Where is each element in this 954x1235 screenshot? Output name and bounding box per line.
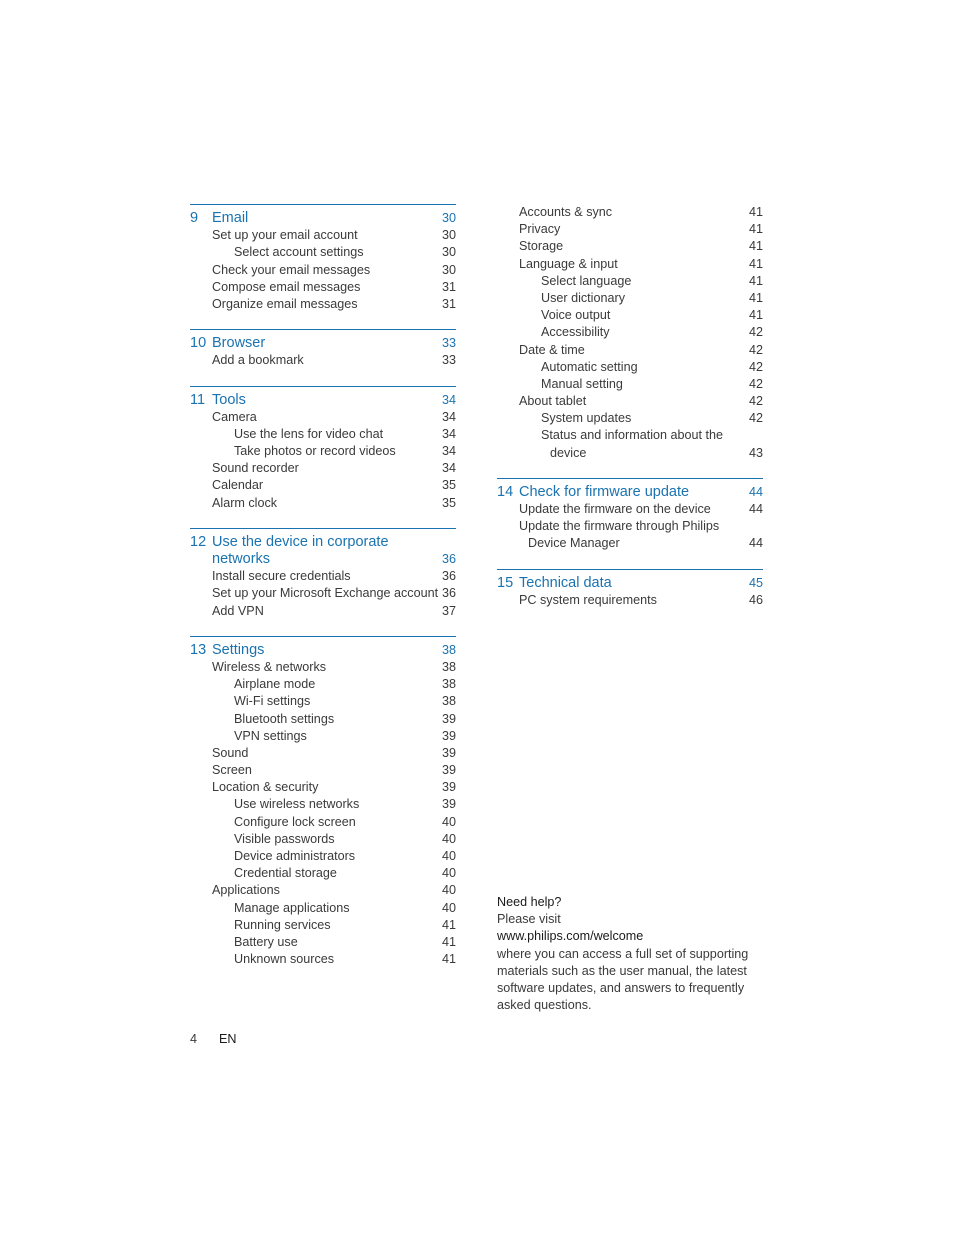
toc-entry-label: Check your email messages — [212, 262, 371, 277]
toc-entry-set-up-your-email-account[interactable] — [190, 227, 456, 244]
toc-entry-label: User dictionary — [541, 290, 625, 305]
toc-entry-label: Privacy — [519, 222, 561, 237]
toc-entry-device-manager[interactable] — [497, 535, 763, 552]
toc-entry-label: device — [550, 445, 587, 460]
toc-entry-label: Set up your email account — [212, 228, 358, 243]
toc-entry-use-wireless-networks[interactable] — [190, 796, 456, 813]
toc-entry-page: 38 — [441, 677, 456, 692]
toc-chapter-10 — [190, 329, 456, 369]
chapter-number: 11 — [190, 391, 206, 408]
toc-entry-applications[interactable] — [190, 882, 456, 899]
toc-entry-label: Applications — [212, 883, 280, 898]
toc-entry-system-updates[interactable] — [497, 410, 763, 427]
toc-entry-page: 42 — [748, 394, 763, 409]
toc-entry-label: Add a bookmark — [212, 353, 304, 368]
chapter-divider — [190, 329, 456, 330]
toc-entry-set-up-your-microsoft-exchange-account[interactable] — [190, 585, 456, 602]
toc-entry-voice-output[interactable] — [497, 307, 763, 324]
toc-entry-location-and-security[interactable] — [190, 779, 456, 796]
chapter-page: 36 — [441, 552, 456, 566]
toc-entry-page: 30 — [441, 262, 456, 277]
toc-entry-page: 46 — [748, 592, 763, 607]
chapter-title: Technical data — [519, 574, 612, 591]
toc-entry-label: Bluetooth settings — [234, 711, 335, 726]
toc-entry-camera[interactable] — [190, 409, 456, 426]
toc-entry-label: Device Manager — [528, 536, 620, 551]
toc-entry-label: Manual setting — [541, 376, 623, 391]
toc-entry-label: Accounts & sync — [519, 205, 613, 219]
toc-entry-label: Device administrators — [234, 849, 356, 864]
toc-entry-label: PC system requirements — [519, 592, 657, 607]
toc-entry-label: About tablet — [519, 394, 587, 409]
toc-chapter-11 — [190, 386, 456, 512]
toc-entry-page: 40 — [441, 814, 456, 829]
toc-entry-configure-lock-screen[interactable] — [190, 814, 456, 831]
toc-entry-page: 39 — [441, 780, 456, 795]
toc-entry-label: Language & input — [519, 256, 618, 271]
toc-entry-page: 40 — [441, 831, 456, 846]
toc-entry-label: Screen — [212, 763, 252, 778]
toc-entry-page: 38 — [441, 659, 456, 674]
chapter-divider — [190, 528, 456, 529]
toc-entry-label: Unknown sources — [234, 952, 335, 967]
chapter-page: 33 — [441, 336, 456, 351]
toc-entry-page: 41 — [441, 917, 456, 932]
chapter-heading[interactable] — [190, 392, 456, 409]
chapter-page: 38 — [441, 642, 456, 657]
toc-entry-page: 44 — [748, 502, 763, 516]
toc-entry-page: 42 — [748, 376, 763, 391]
toc-entry-wi-fi-settings[interactable] — [190, 693, 456, 710]
toc-entry-page: 41 — [748, 273, 763, 288]
toc-entry-page: 41 — [748, 205, 763, 219]
toc-entry-page: 40 — [441, 849, 456, 864]
toc-entry-language-and-input[interactable] — [497, 256, 763, 273]
chapter-number: 12 — [190, 533, 207, 550]
chapter-heading[interactable] — [190, 210, 456, 227]
toc-entry-label: Wireless & networks — [212, 659, 327, 674]
toc-entry-storage[interactable] — [497, 238, 763, 255]
toc-entry-vpn-settings[interactable] — [190, 728, 456, 745]
chapter-page: 44 — [748, 484, 763, 499]
toc-entry-organize-email-messages[interactable] — [190, 296, 456, 313]
toc-entry-label: Wi-Fi settings — [234, 694, 311, 709]
toc-entry-page: 30 — [441, 245, 456, 260]
toc-entry-check-your-email-messages[interactable] — [190, 262, 456, 279]
toc-entry-label: Visible passwords — [234, 831, 335, 846]
toc-entry-label: Camera — [212, 409, 257, 424]
toc-entry-label: Airplane mode — [234, 677, 316, 692]
toc-chapter-15 — [497, 569, 763, 609]
toc-entry-label: Sound — [212, 745, 249, 760]
toc-chapter-9 — [190, 204, 456, 313]
chapter-heading[interactable] — [190, 642, 456, 659]
chapter-divider — [190, 636, 456, 637]
toc-entry-label: Update the firmware through Philips — [519, 519, 720, 534]
toc-entry-about-tablet[interactable] — [497, 393, 763, 410]
toc-entry-label: Select account settings — [234, 245, 364, 260]
toc-entry-automatic-setting[interactable] — [497, 359, 763, 376]
chapter-divider — [497, 569, 763, 570]
chapter-heading[interactable] — [190, 335, 456, 352]
toc-entry-label: System updates — [541, 411, 632, 426]
toc-entry-select-language[interactable] — [497, 273, 763, 290]
toc-chapter-13 — [190, 636, 456, 969]
toc-entry-visible-passwords[interactable] — [190, 831, 456, 848]
toc-entry-page: 36 — [441, 586, 456, 601]
chapter-number: 14 — [497, 483, 514, 500]
toc-entry-page: 42 — [748, 359, 763, 374]
toc-chapter-14 — [497, 478, 763, 553]
toc-entry-wireless-and-networks[interactable] — [190, 659, 456, 676]
chapter-number: 15 — [497, 574, 514, 591]
toc-entry-pc-system-requirements[interactable] — [497, 592, 763, 609]
toc-entry-page: 41 — [748, 308, 763, 323]
toc-entry-label: Sound recorder — [212, 461, 299, 476]
help-box — [497, 894, 767, 1014]
help-body: where you can access a full set of supporting materials such as the user manual, the latest software updates, and answers to frequently asked questions. — [497, 946, 749, 1013]
toc-entry-update-the-firmware-on-the-device[interactable] — [497, 501, 763, 518]
chapter-title: Check for firmware update — [519, 483, 690, 500]
toc-entry-label: Take photos or record videos — [234, 444, 396, 459]
chapter-number: 10 — [190, 335, 207, 352]
toc-entry-page: 41 — [441, 934, 456, 949]
toc-entry-page: 41 — [748, 239, 763, 254]
toc-entry-install-secure-credentials[interactable] — [190, 568, 456, 585]
toc-entry-add-vpn[interactable] — [190, 603, 456, 620]
toc-entry-screen[interactable] — [190, 762, 456, 779]
toc-chapter-12 — [190, 528, 456, 620]
toc-entry-page: 30 — [441, 228, 456, 243]
help-heading: Need help? — [497, 895, 562, 909]
toc-entry-page: 38 — [441, 694, 456, 709]
toc-entry-accessibility[interactable] — [497, 324, 763, 341]
toc-entry-label: Alarm clock — [212, 495, 278, 510]
toc-entry-label: Use the lens for video chat — [234, 426, 384, 441]
help-visit: Please visit — [497, 912, 561, 927]
toc-entry-page: 40 — [441, 883, 456, 898]
toc-entry-page: 31 — [441, 296, 456, 311]
toc-entry-label: Battery use — [234, 934, 298, 949]
toc-entry-bluetooth-settings[interactable] — [190, 711, 456, 728]
chapter-heading[interactable] — [190, 534, 456, 568]
toc-entry-select-account-settings[interactable] — [190, 244, 456, 261]
toc-entry-status-and-information-about-the[interactable] — [497, 427, 763, 444]
toc-entry-label: Update the firmware on the device — [519, 502, 711, 516]
toc-entry-date-and-time[interactable] — [497, 342, 763, 359]
toc-entry-page: 35 — [441, 495, 456, 510]
toc-entry-device-administrators[interactable] — [190, 848, 456, 865]
toc-entry-label: Compose email messages — [212, 279, 361, 294]
toc-entry-page: 36 — [441, 569, 456, 584]
footer-page-number: 4 — [190, 1032, 198, 1046]
chapter-title: Use the device in corporate networks — [212, 533, 389, 568]
toc-entry-battery-use[interactable] — [190, 934, 456, 951]
toc-entry-use-the-lens-for-video-chat[interactable] — [190, 426, 456, 443]
chapter-heading[interactable] — [497, 484, 763, 501]
toc-left-column — [190, 204, 456, 984]
toc-entry-page: 39 — [441, 763, 456, 778]
toc-entry-privacy[interactable] — [497, 221, 763, 238]
toc-entry-label: Automatic setting — [541, 359, 638, 374]
chapter-title: Browser — [212, 335, 266, 352]
chapter-divider — [190, 386, 456, 387]
toc-entry-label: Location & security — [212, 780, 319, 795]
toc-entry-page: 33 — [441, 353, 456, 368]
chapter-title: Email — [212, 210, 249, 226]
toc-entry-label: Organize email messages — [212, 296, 358, 311]
toc-entry-page: 42 — [748, 342, 763, 357]
toc-entry-user-dictionary[interactable] — [497, 290, 763, 307]
toc-entry-page: 39 — [441, 745, 456, 760]
toc-entry-take-photos-or-record-videos[interactable] — [190, 443, 456, 460]
toc-entry-label: Date & time — [519, 342, 585, 357]
toc-entry-compose-email-messages[interactable] — [190, 279, 456, 296]
toc-entry-label: Calendar — [212, 478, 264, 493]
toc-entry-page: 35 — [441, 478, 456, 493]
toc-entry-label: Credential storage — [234, 866, 337, 881]
toc-entry-manual-setting[interactable] — [497, 376, 763, 393]
toc-entry-label: VPN settings — [234, 728, 307, 743]
help-url[interactable]: www.philips.com/welcome — [497, 929, 644, 944]
toc-entry-page: 34 — [441, 426, 456, 441]
toc-entry-label: Storage — [519, 239, 564, 254]
toc-entry-label: Voice output — [541, 308, 611, 323]
toc-entry-label: Use wireless networks — [234, 797, 360, 812]
toc-entry-sound-recorder[interactable] — [190, 460, 456, 477]
chapter-number: 13 — [190, 641, 207, 658]
toc-entry-page: 34 — [441, 444, 456, 459]
toc-entry-page: 42 — [748, 411, 763, 426]
toc-entry-calendar[interactable] — [190, 477, 456, 494]
toc-entry-page: 34 — [441, 461, 456, 476]
toc-entry-page: 41 — [748, 222, 763, 237]
toc-entry-accounts-and-sync[interactable] — [497, 204, 763, 221]
toc-settings-continued — [497, 204, 763, 462]
toc-entry-manage-applications[interactable] — [190, 900, 456, 917]
toc-entry-label: Install secure credentials — [212, 569, 351, 584]
toc-entry-page: 40 — [441, 900, 456, 915]
toc-entry-update-the-firmware-through-philips[interactable] — [497, 518, 763, 535]
toc-entry-label: Set up your Microsoft Exchange account — [212, 586, 439, 601]
toc-entry-page: 39 — [441, 711, 456, 726]
toc-entry-page: 37 — [441, 603, 456, 618]
toc-entry-page: 41 — [748, 256, 763, 271]
toc-entry-unknown-sources[interactable] — [190, 951, 456, 968]
toc-entry-label: Select language — [541, 273, 632, 288]
toc-entry-airplane-mode[interactable] — [190, 676, 456, 693]
toc-entry-page: 39 — [441, 728, 456, 743]
toc-entry-page: 44 — [748, 536, 763, 551]
chapter-heading[interactable] — [497, 575, 763, 592]
toc-entry-page: 41 — [748, 290, 763, 305]
chapter-divider — [190, 204, 456, 205]
chapter-page: 45 — [748, 575, 763, 590]
toc-entry-page: 40 — [441, 866, 456, 881]
footer-language: EN — [219, 1032, 237, 1046]
toc-entry-running-services[interactable] — [190, 917, 456, 934]
toc-entry-page: 41 — [441, 952, 456, 967]
toc-entry-label: Configure lock screen — [234, 814, 356, 829]
chapter-title: Settings — [212, 641, 265, 658]
toc-entry-device[interactable] — [497, 445, 763, 462]
toc-entry-label: Running services — [234, 917, 331, 932]
toc-entry-sound[interactable] — [190, 745, 456, 762]
chapter-page: 34 — [441, 392, 456, 407]
toc-entry-page: 39 — [441, 797, 456, 812]
chapter-title: Tools — [212, 391, 246, 408]
toc-entry-alarm-clock[interactable] — [190, 495, 456, 512]
toc-entry-label: Add VPN — [212, 603, 264, 618]
toc-entry-page: 34 — [441, 409, 456, 424]
toc-entry-page: 42 — [748, 325, 763, 340]
toc-entry-credential-storage[interactable] — [190, 865, 456, 882]
toc-entry-add-a-bookmark[interactable] — [190, 352, 456, 369]
toc-entry-page: 31 — [441, 279, 456, 294]
toc-entry-label: Manage applications — [234, 900, 350, 915]
toc-entry-label: Status and information about the — [541, 428, 724, 443]
chapter-divider — [497, 478, 763, 479]
toc-right-column — [497, 204, 763, 625]
toc-entry-label: Accessibility — [541, 325, 610, 340]
chapter-number: 9 — [190, 210, 199, 226]
chapter-page: 30 — [441, 211, 456, 225]
toc-entry-page: 43 — [748, 445, 763, 460]
